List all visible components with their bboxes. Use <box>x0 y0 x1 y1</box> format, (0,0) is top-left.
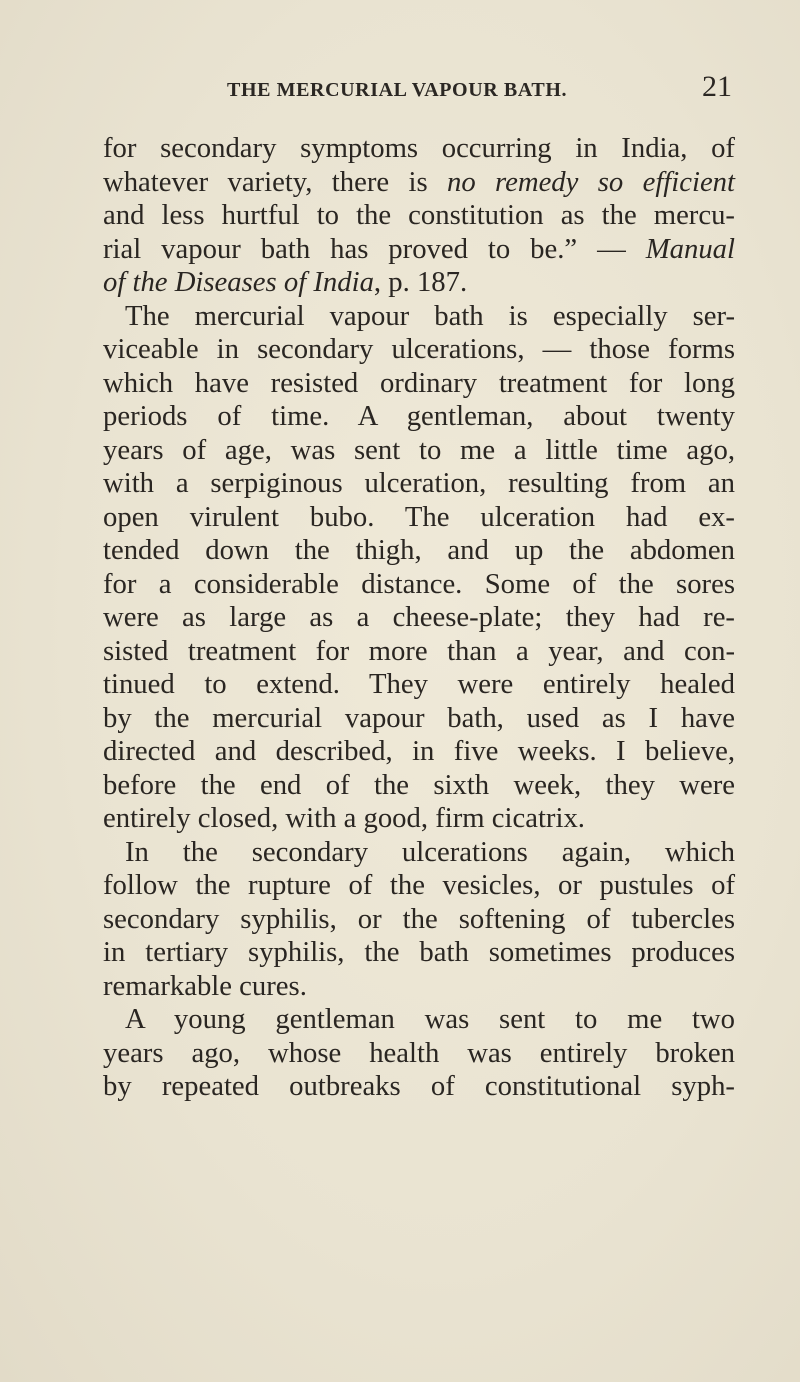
text-line: directed and described, in five weeks. I believe, <box>103 735 735 767</box>
text-line: were as large as a cheese-plate; they had re- <box>103 601 735 633</box>
text-line: secondary syphilis, or the softening of tubercles <box>103 902 735 935</box>
text-line: tended down the thigh, and up the abdomen <box>103 534 735 566</box>
text-line: open virulent bubo. The ulceration had ex- <box>103 500 735 533</box>
text-line: whatever variety, there is no remedy so efficient <box>103 165 735 198</box>
text-line: with a serpiginous ulceration, resulting from an <box>103 467 735 499</box>
text-line: for secondary symptoms occurring in India, of <box>103 132 735 164</box>
text-line: periods of time. A gentleman, about twenty <box>103 400 735 432</box>
body-text <box>103 132 735 1104</box>
text-line: rial vapour bath has proved to be.” — Manual <box>103 232 735 265</box>
text-line: which have resisted ordinary treatment for long <box>103 366 735 399</box>
text-line: sisted treatment for more than a year, and con- <box>103 634 735 667</box>
text-line: A young gentleman was sent to me two <box>125 1003 735 1035</box>
text-line: follow the rupture of the vesicles, or pustules of <box>103 869 735 901</box>
page-header <box>227 70 732 104</box>
text-line: entirely closed, with a good, firm cicatrix. <box>103 802 585 834</box>
page-number: 21 <box>702 70 732 103</box>
text-line: by the mercurial vapour bath, used as I have <box>103 701 735 734</box>
text-line: remarkable cures. <box>103 969 307 1002</box>
text-line: years ago, whose health was entirely broken <box>103 1036 735 1069</box>
text-line: by repeated outbreaks of constitutional syph- <box>103 1070 735 1102</box>
text-line: In the secondary ulcerations again, which <box>125 835 735 868</box>
text-line: viceable in secondary ulcerations, — those forms <box>103 333 735 365</box>
text-line: tinued to extend. They were entirely healed <box>103 668 735 700</box>
text-line: The mercurial vapour bath is especially ser- <box>125 299 735 332</box>
running-head: THE MERCURIAL VAPOUR BATH. <box>227 79 568 101</box>
text-line: in tertiary syphilis, the bath sometimes produces <box>103 936 735 968</box>
text-line: of the Diseases of India, p. 187. <box>103 266 468 298</box>
text-line: and less hurtful to the constitution as the mercu- <box>103 199 735 231</box>
text-line: for a considerable distance. Some of the sores <box>103 567 735 600</box>
text-line: years of age, was sent to me a little time ago, <box>103 433 735 466</box>
text-line: before the end of the sixth week, they were <box>103 768 735 801</box>
